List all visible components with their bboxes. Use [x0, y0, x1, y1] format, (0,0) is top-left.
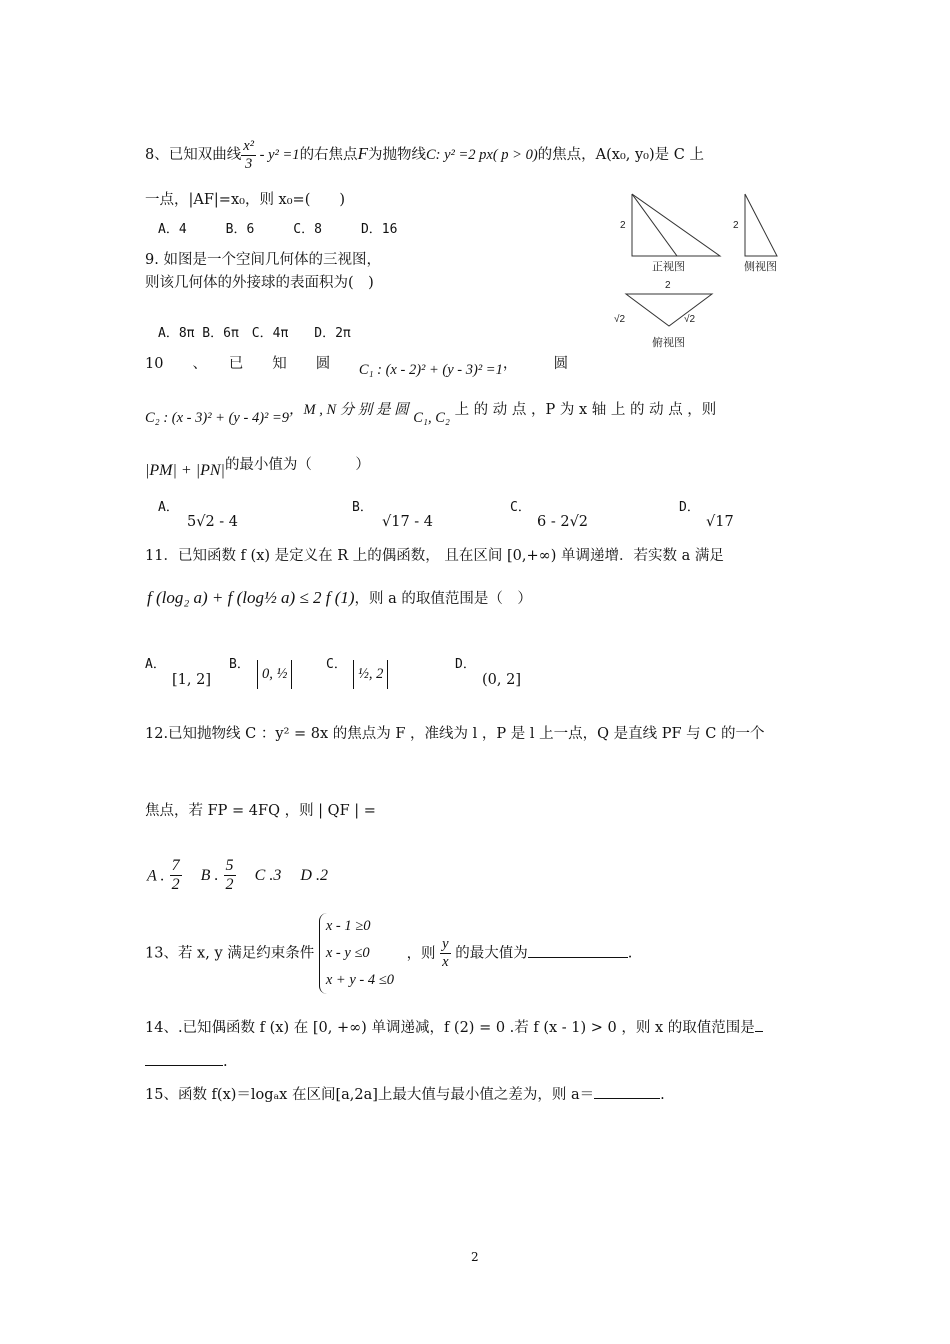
q14-blank-a [755, 1031, 763, 1032]
q11-opt-b-text: 0, ½ [262, 666, 288, 682]
q12-opt-a-frac [170, 857, 182, 895]
q8-line1 [145, 138, 704, 172]
q8-fraction: $\frac{\text{x²}}{3}$ [243, 138, 255, 172]
q12-opt-b-label: B . [200, 867, 219, 885]
q11-tail: ，则 a 的取值范围是（ ） [354, 591, 532, 607]
q8-line2: 一点，|AF|=x₀，则 x₀=( ) [145, 192, 346, 208]
side-view [745, 194, 777, 256]
q13-constraint-1: x - 1 ≥0 [325, 918, 371, 934]
q12-opt-a-num: 7 [170, 857, 182, 876]
q12-opt-b-frac [224, 857, 236, 895]
q12-opt-c: C .3 [254, 867, 282, 885]
q10-opt-label-d: D． [679, 500, 700, 515]
q11-opt-c-bracket [353, 660, 388, 689]
q13-constraints [319, 913, 398, 994]
top-edge-right-label: √2 [684, 314, 696, 325]
top-edge-left-label: √2 [614, 314, 626, 325]
q11-line1: 11．已知函数 f (x) 是定义在 R 上的偶函数， 且在区间 [0,+∞) 单调递增．若实数 a 满足 [145, 548, 724, 564]
q14-line1 [145, 1020, 763, 1037]
q10-line1-tail: ， 圆 [502, 356, 569, 372]
q11-opt-a: [1, 2] [172, 672, 211, 688]
q11-opt-d: (0, 2] [482, 672, 521, 688]
q12-line2: 焦点，若 FP = 4FQ ，则 | QF | = [145, 803, 376, 819]
q14-end: . [223, 1054, 228, 1070]
q11-opt-b [257, 660, 292, 689]
q10-opt-value-b: √17 - 4 [382, 514, 434, 530]
q15-line [145, 1087, 665, 1104]
top-view-label: 俯视图 [652, 337, 685, 349]
q9-options: A．8π B．6π C．4π D．2π [158, 326, 351, 341]
q8-tail: 的焦点，A(x₀, y₀)是 C 上 [537, 147, 704, 164]
q8-hyp-mid: 的右焦点 [299, 147, 358, 164]
q9-line1: 9. 如图是一个空间几何体的三视图， [145, 252, 381, 268]
q11-opt-label-a: A． [145, 657, 166, 672]
top-view [626, 294, 712, 326]
q15-text: 15、函数 f(x)＝logₐx 在区间[a,2a]上最大值与最小值之差为，则 a＝ [145, 1087, 595, 1103]
q12-opt-b-den: 2 [225, 876, 234, 894]
front-view-label: 正视图 [652, 261, 685, 273]
q11-expr: f (log₂ a) + f (log½ a) ≤ 2 f (1) [147, 588, 355, 607]
q10-line2-c: C₁, C₂ [413, 410, 450, 426]
q13-constraint-3: x + y - 4 ≤0 [325, 972, 394, 988]
q8-options: A．4 B．6 C．8 D．16 [158, 222, 398, 237]
q10-line3-tail: 的最小值为（ ） [224, 457, 370, 473]
q13-fraction [440, 936, 450, 970]
side-view-label: 侧视图 [744, 261, 777, 273]
q12-opt-d: D .2 [300, 867, 328, 885]
three-view-figure [612, 186, 812, 356]
side-height-label: 2 [733, 220, 739, 231]
q9-line2: 则该几何体的外接球的表面积为( ) [145, 275, 374, 291]
page-number: 2 [471, 1250, 479, 1264]
q12-opt-a-label: A . [147, 867, 165, 885]
q10-line3 [145, 455, 370, 479]
q8-curve: C [425, 147, 436, 164]
q13-lead: 13、若 x, y 满足约束条件 [145, 945, 315, 962]
q14-line2 [145, 1054, 228, 1071]
q8-lead: 8、已知双曲线 [145, 147, 242, 164]
q14-blank-b [145, 1065, 223, 1066]
q10-c2: C₂ : (x - 3)² + (y - 4)² =9 [145, 410, 290, 426]
q12-options [147, 857, 328, 895]
q13-tail: 的最大值为 [455, 945, 528, 962]
q8-parab-mid: 为抛物线 [367, 147, 426, 164]
q13-mid: ，则 [406, 945, 436, 962]
q10-opt-label-a: A． [158, 500, 179, 515]
q11-opt-label-d: D． [455, 657, 476, 672]
q10-opt-label-c: C． [510, 500, 531, 515]
q10-c1: C₁ : (x - 2)² + (y - 3)² =1 [358, 362, 503, 378]
q10-opt-value-a: 5√2 - 4 [187, 514, 239, 530]
q13-constraint-2: x - y ≤0 [325, 945, 370, 961]
q11-opt-b-bracket [257, 660, 292, 689]
q10-opt-value-c: 6 - 2√2 [537, 514, 589, 530]
q10-line1-lead: 10 、 已 知 圆 [145, 356, 331, 372]
q15-answer-blank [594, 1098, 660, 1099]
q8-focus: F [357, 144, 368, 164]
q10-opt-label-b: B． [352, 500, 373, 515]
q10-line3-expr: |PM| + |PN| [145, 462, 225, 479]
q14-text: 14、.已知偶函数 f (x) 在 [0, +∞) 单调递减，f (2) = 0 .若 f (x - 1) > 0 ，则 x 的取值范围是 [145, 1020, 755, 1036]
q8-hyp-eq: - y² =1 [256, 147, 300, 164]
q12-opt-b-num: 5 [224, 857, 236, 876]
q10-line2-mid: ，M , N 分 别 是 圆 [289, 402, 409, 418]
q13-frac-den: x [442, 954, 449, 970]
q11-opt-label-b: B． [229, 657, 250, 672]
q10-line1 [145, 356, 569, 378]
q13-answer-blank [528, 957, 628, 958]
front-height-label: 2 [620, 220, 626, 231]
q10-opt-value-d: √17 [706, 514, 734, 530]
q15-end: . [660, 1087, 665, 1103]
q11-line2 [147, 588, 532, 608]
q13-line: 13、若 x, y 满足约束条件 x - 1 ≥0 x - y ≤0 x + y - 4 ≤0 ，则 $\frac{y}{x}$ 的最大值为 . [145, 913, 632, 994]
q11-opt-label-c: C． [326, 657, 347, 672]
q13-frac-num: y [442, 936, 449, 953]
q12-opt-a-den: 2 [171, 876, 180, 894]
front-view [632, 194, 720, 256]
top-length-label: 2 [665, 280, 671, 291]
q11-opt-c [353, 660, 388, 689]
q11-opt-c-text: ½, 2 [358, 666, 384, 682]
q8-parab-eq: : y² =2 px( p > 0) [435, 147, 538, 164]
q12-line1: 12.已知抛物线 C ：y² = 8x 的焦点为 F ，准线为 l ，P 是 l 上一点，Q 是直线 PF 与 C 的一个 [145, 726, 765, 742]
q10-line2 [145, 402, 717, 426]
q10-line2-tail: 上 的 动 点 ，P 为 x 轴 上 的 动 点 ，则 [454, 402, 717, 418]
